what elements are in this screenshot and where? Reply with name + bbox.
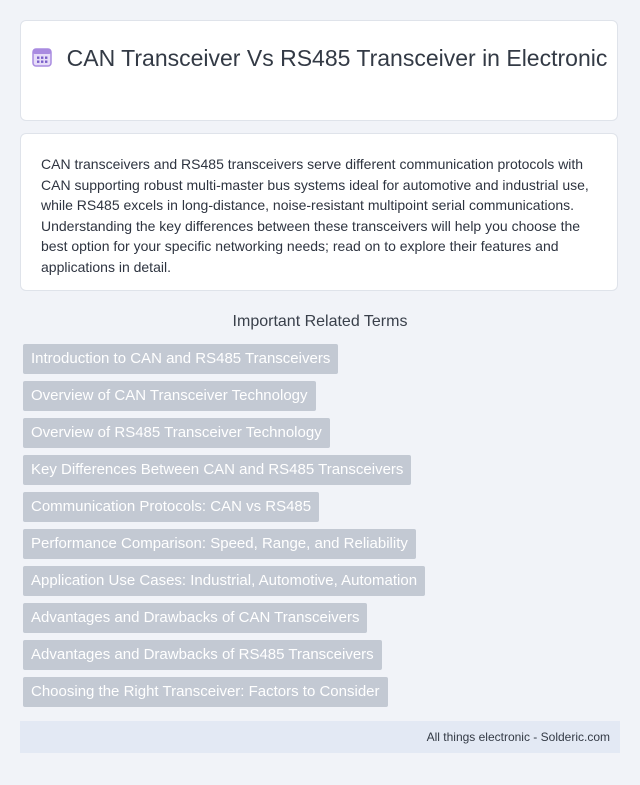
term-link[interactable]: Key Differences Between CAN and RS485 Transceivers [23, 455, 411, 485]
term-link[interactable]: Introduction to CAN and RS485 Transceivers [23, 344, 338, 374]
term-link[interactable]: Overview of RS485 Transceiver Technology [23, 418, 330, 448]
description-text: CAN transceivers and RS485 transceivers serve different communication protocols with CAN supporting robust multi-master bus systems ideal for automotive and industrial use, while RS485 excels in long-distance, noise-resistant multipoint serial communications. Understanding the key differences between these transceivers will help you choose the best option for your specific networking needs; read on to explore their features and applications in detail. [41, 156, 589, 275]
term-link[interactable]: Advantages and Drawbacks of RS485 Transceivers [23, 640, 382, 670]
footer [20, 721, 620, 753]
page-title-text: CAN Transceiver Vs RS485 Transceiver in Electronic [66, 45, 608, 71]
footer-text: All things electronic - Solderic.com [426, 730, 610, 744]
page-title [21, 44, 617, 73]
term-link[interactable]: Overview of CAN Transceiver Technology [23, 381, 316, 411]
term-link[interactable]: Advantages and Drawbacks of CAN Transceivers [23, 603, 367, 633]
related-terms-heading: Important Related Terms [232, 313, 408, 330]
related-terms-list [23, 344, 425, 714]
description-card [20, 133, 618, 291]
term-link[interactable]: Performance Comparison: Speed, Range, and Reliability [23, 529, 416, 559]
title-card [20, 20, 618, 121]
term-link[interactable]: Communication Protocols: CAN vs RS485 [23, 492, 319, 522]
calendar-icon [31, 46, 53, 68]
term-link[interactable]: Choosing the Right Transceiver: Factors to Consider [23, 677, 388, 707]
term-link[interactable]: Application Use Cases: Industrial, Automotive, Automation [23, 566, 425, 596]
